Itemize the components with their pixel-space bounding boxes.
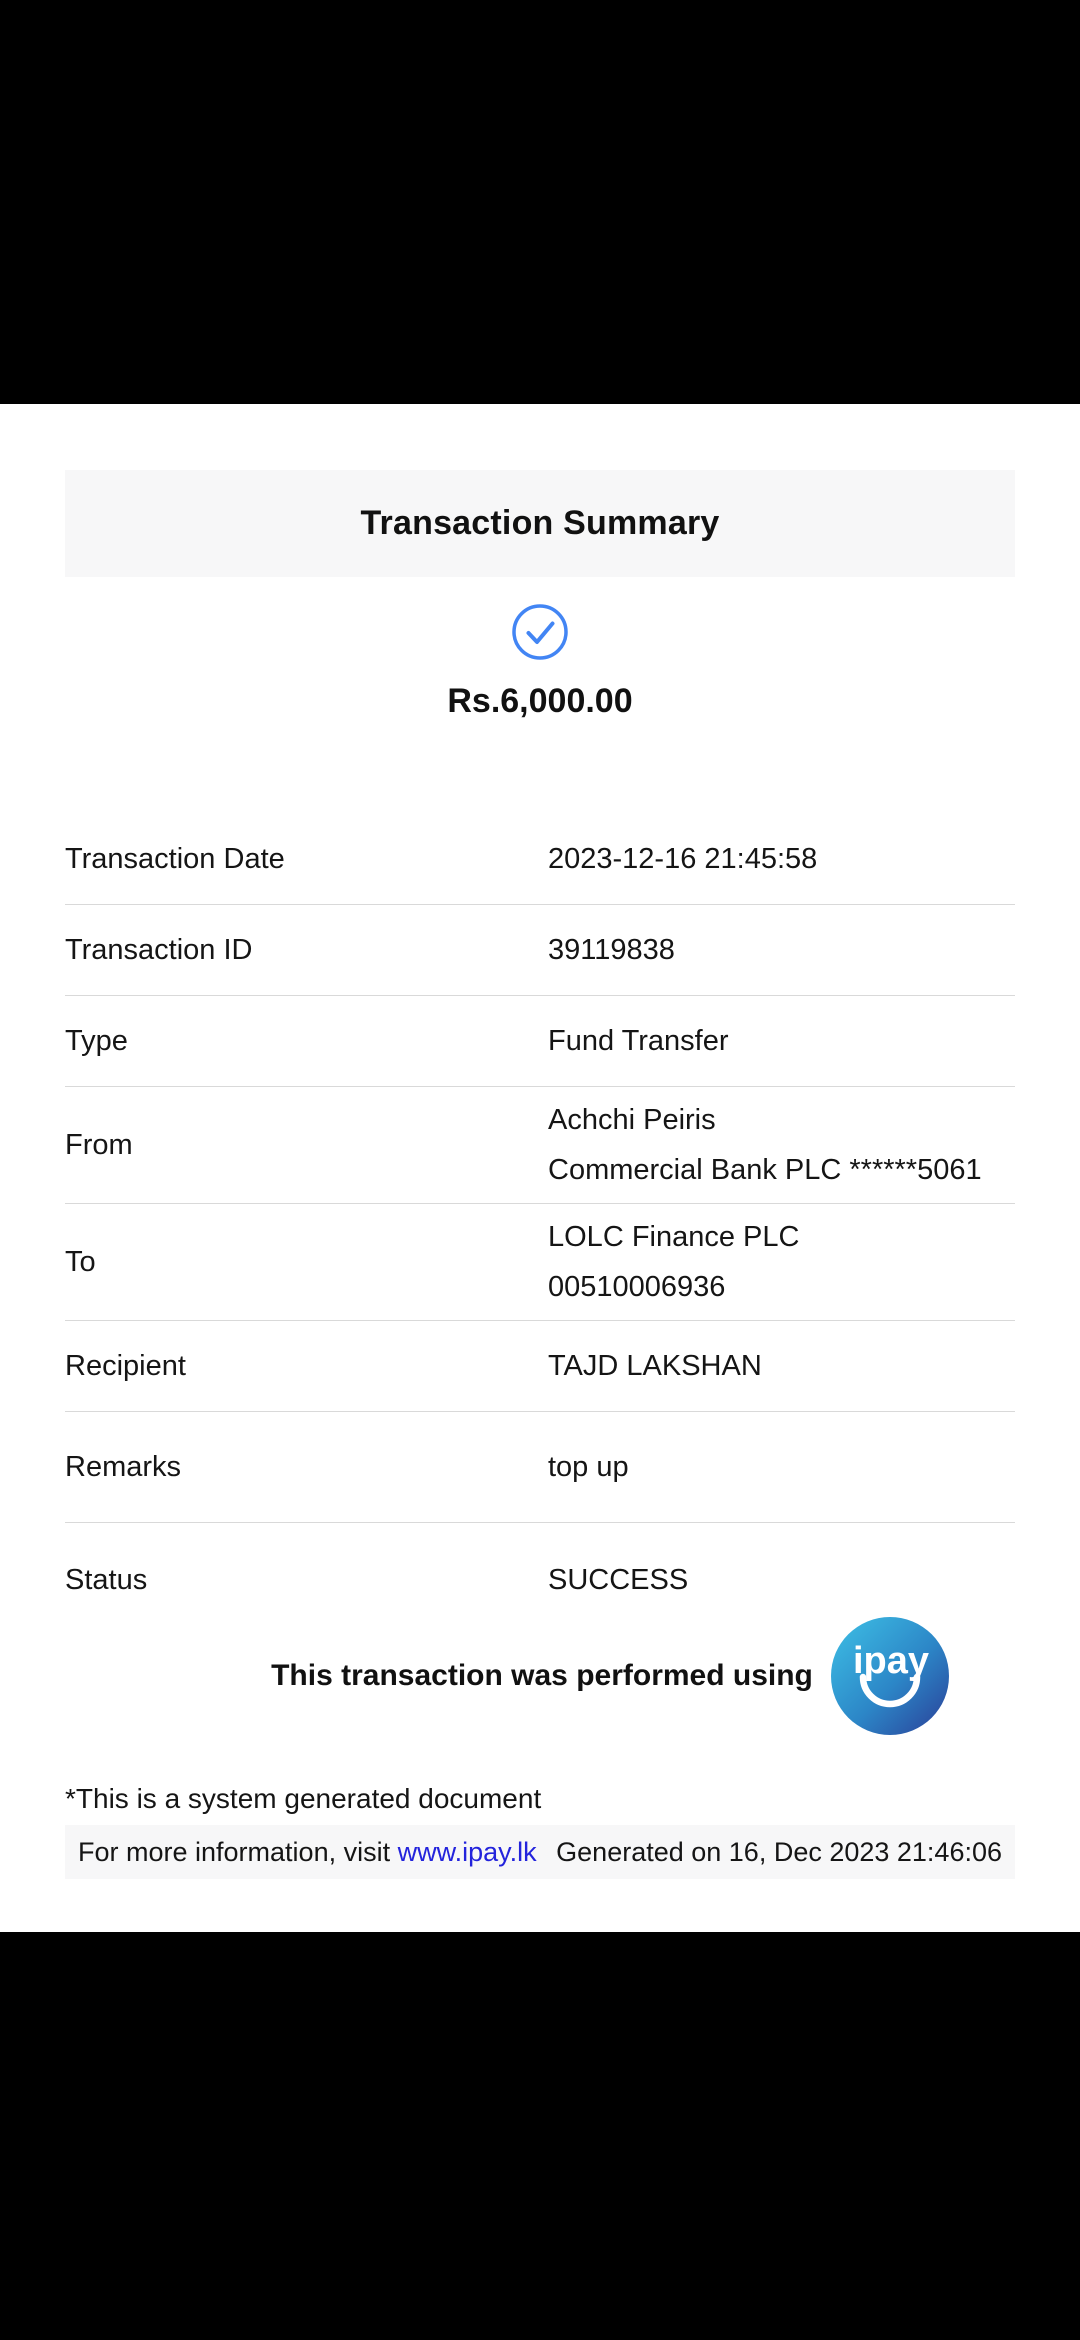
footer-info-text: For more information, visit [78, 1836, 391, 1867]
ipay-logo-icon [831, 1617, 949, 1735]
table-row [65, 1412, 1015, 1523]
top-letterbox [0, 0, 1080, 404]
footer-bar [65, 1825, 1015, 1879]
row-label: From [65, 1128, 133, 1161]
row-value: LOLC Finance PLC [548, 1221, 800, 1253]
footer-info [78, 1837, 537, 1868]
ipay-website-link[interactable]: www.ipay.lk [397, 1836, 537, 1867]
table-row [65, 1087, 1015, 1204]
row-label: Transaction ID [65, 933, 253, 966]
row-label: To [65, 1245, 96, 1278]
row-value: Commercial Bank PLC ******5061 [548, 1154, 982, 1186]
row-value: 39119838 [548, 934, 675, 966]
row-label: Type [65, 1024, 128, 1057]
table-row [65, 1523, 1015, 1597]
ipay-logo-text: ipay [852, 1640, 929, 1682]
receipt-document [0, 404, 1080, 1932]
row-value: Achchi Peiris [548, 1104, 716, 1136]
document-header [65, 470, 1015, 577]
page-title: Transaction Summary [360, 504, 720, 542]
status-icon-wrap [65, 603, 1015, 661]
performed-using-text: This transaction was performed using [271, 1659, 813, 1692]
table-row [65, 814, 1015, 905]
row-label: Transaction Date [65, 842, 285, 875]
system-generated-note: *This is a system generated document [65, 1783, 542, 1814]
table-row [65, 1204, 1015, 1321]
check-circle-icon [511, 603, 569, 661]
row-label: Recipient [65, 1349, 186, 1382]
row-value: top up [548, 1451, 629, 1483]
row-value: TAJD LAKSHAN [548, 1350, 762, 1382]
row-value: 2023-12-16 21:45:58 [548, 843, 818, 875]
row-label: Remarks [65, 1450, 182, 1483]
branding-row [135, 1617, 1080, 1735]
row-value: Fund Transfer [548, 1025, 729, 1057]
table-row [65, 905, 1015, 996]
details-table [65, 814, 1015, 1597]
row-value: 00510006936 [548, 1271, 726, 1303]
table-row [65, 996, 1015, 1087]
table-row [65, 1321, 1015, 1412]
generated-timestamp: Generated on 16, Dec 2023 21:46:06 [556, 1836, 1002, 1867]
status-value: SUCCESS [548, 1564, 689, 1596]
bottom-letterbox [0, 1932, 1080, 2340]
transaction-amount: Rs.6,000.00 [447, 682, 633, 720]
row-label: Status [65, 1563, 148, 1596]
